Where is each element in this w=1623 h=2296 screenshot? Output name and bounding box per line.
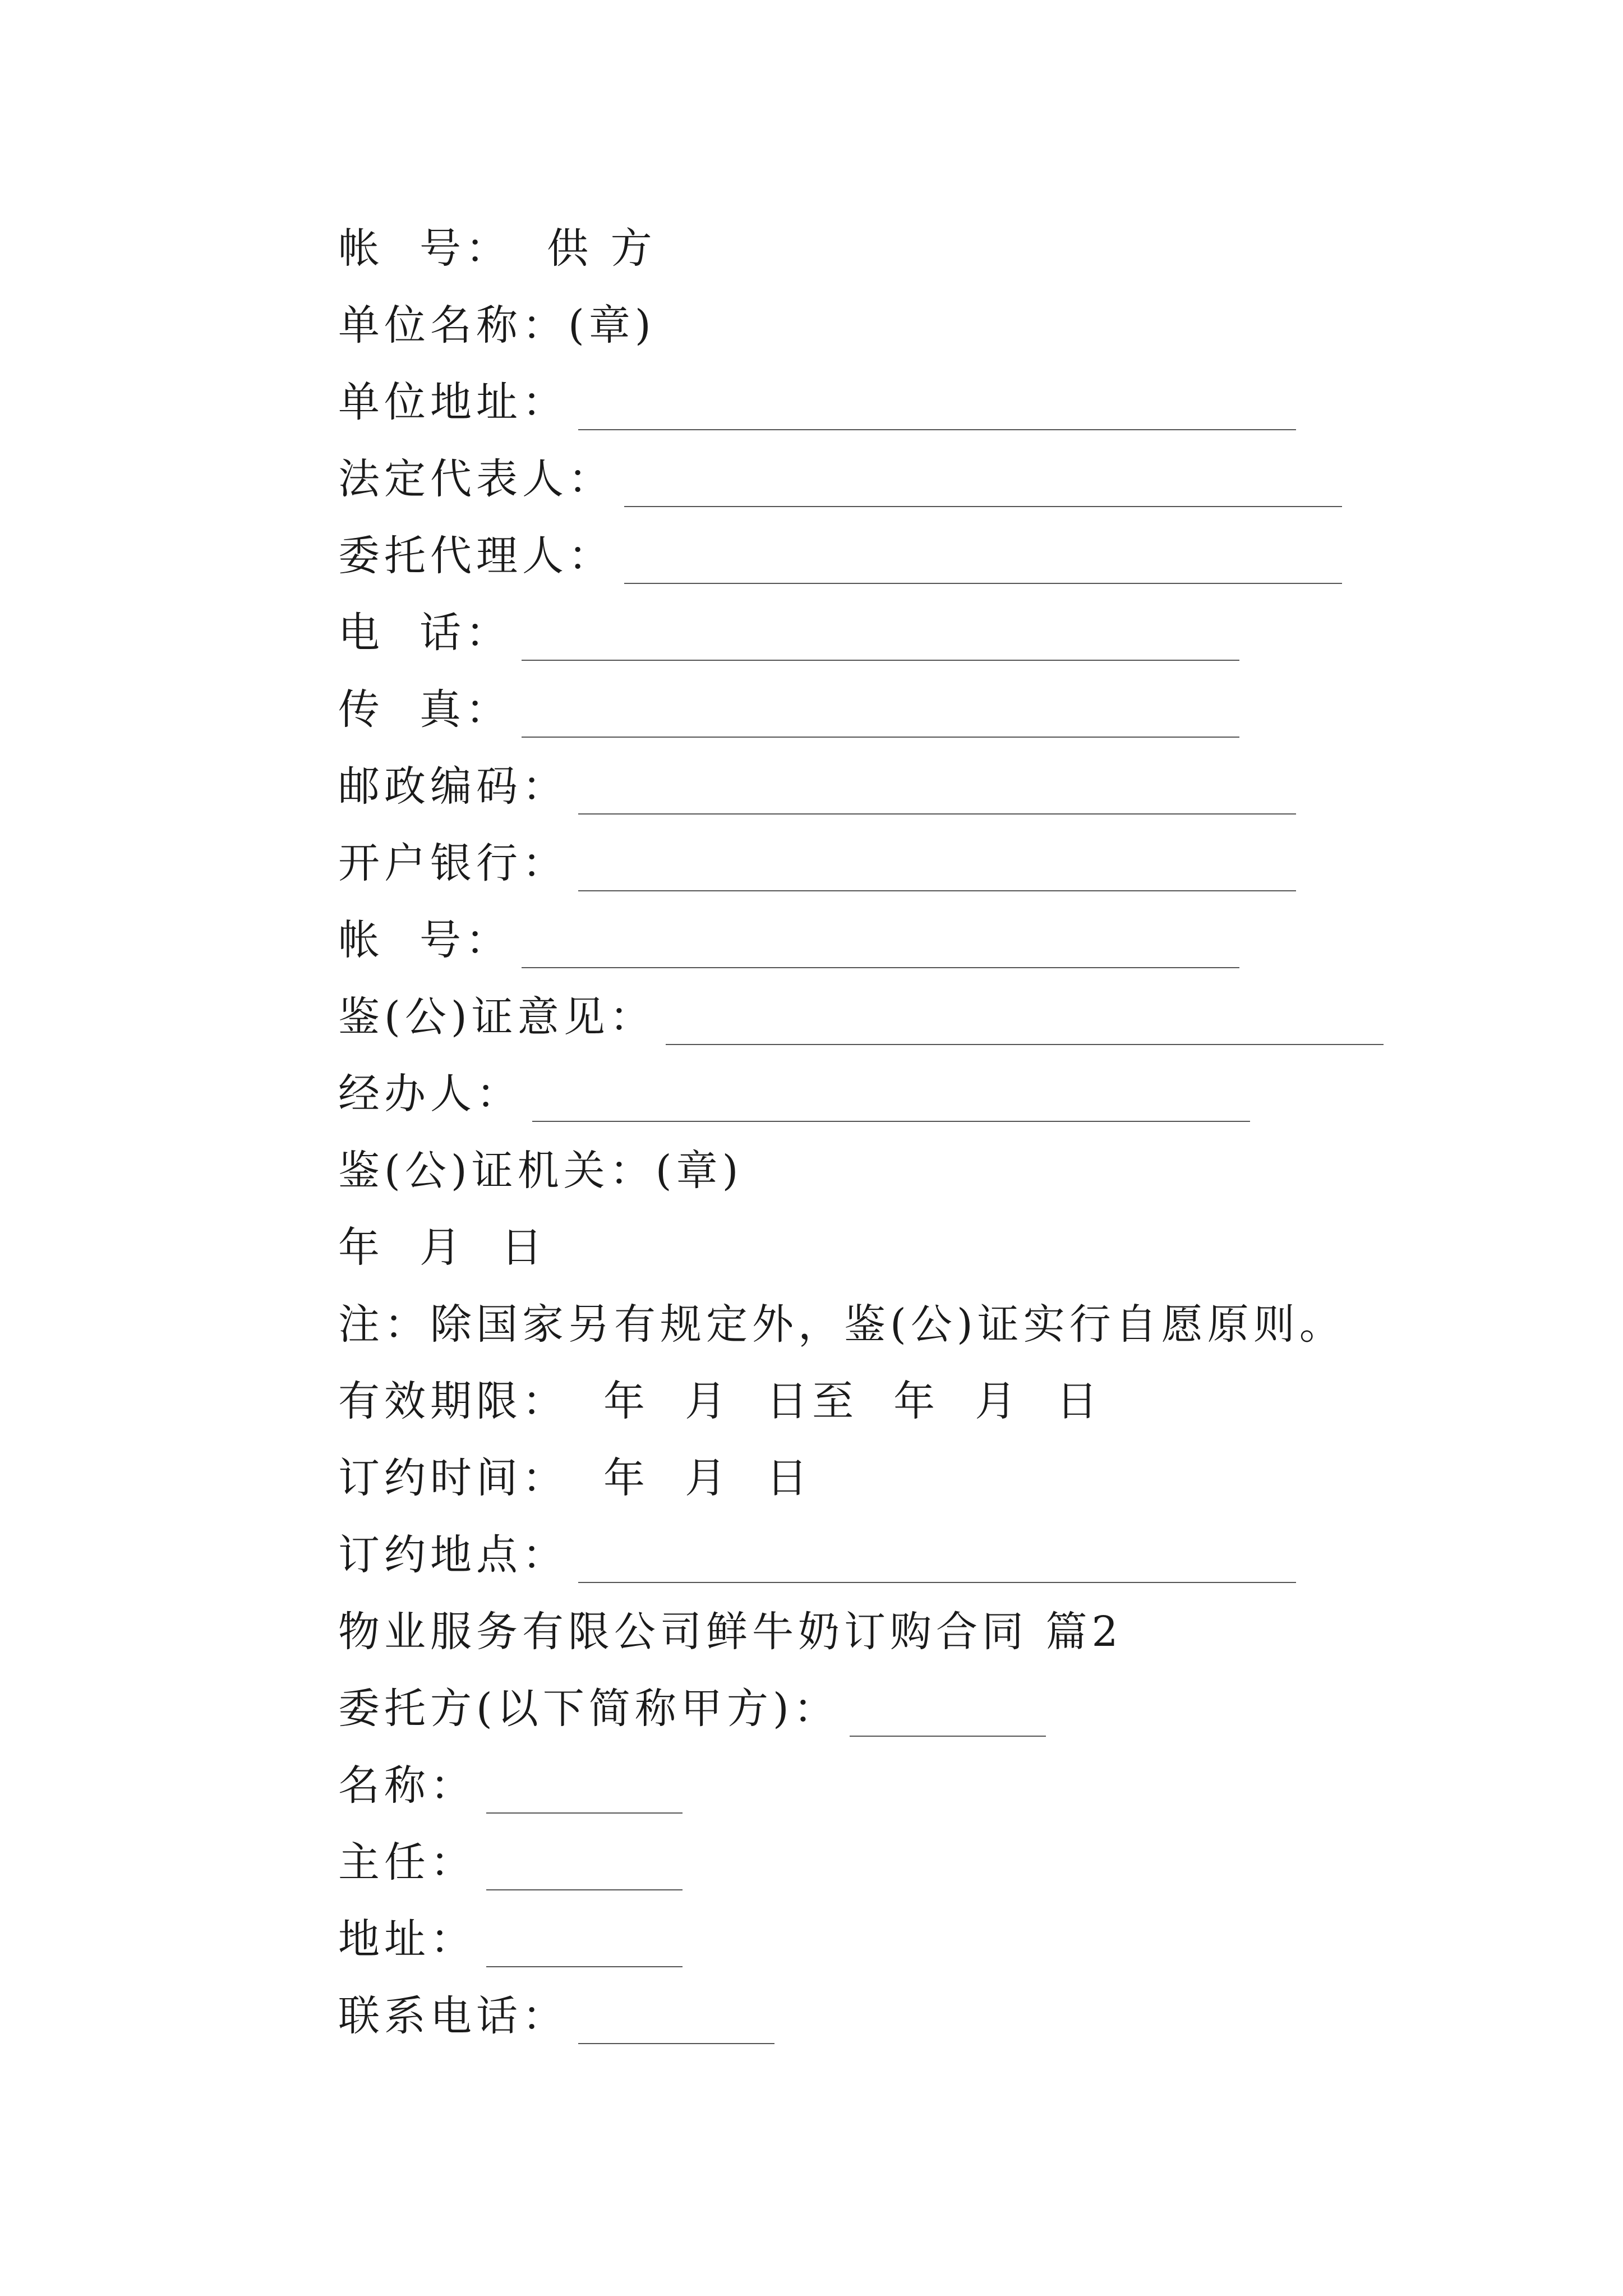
line-label: 单位地址：	[338, 378, 568, 426]
line-agent	[338, 514, 1488, 591]
line-label: 地址：	[338, 1915, 476, 1963]
line-label: 注：除国家另有规定外，鉴(公)证实行自愿原则。	[338, 1300, 1345, 1349]
line-client	[338, 1667, 1488, 1743]
fill-blank	[486, 1771, 683, 1814]
fill-blank	[666, 1002, 1384, 1045]
line-sign-place	[338, 1513, 1488, 1590]
line-phone	[338, 591, 1488, 668]
fill-blank	[624, 464, 1342, 507]
line-label: 有效期限： 年 月 日至 年 月 日	[338, 1377, 1103, 1425]
line-label: 委托方(以下简称甲方)：	[338, 1684, 840, 1733]
fill-blank	[486, 1848, 683, 1890]
line-label: 帐 号：	[338, 915, 512, 964]
line-label: 年 月 日	[338, 1223, 547, 1272]
line-label: 法定代表人：	[338, 454, 614, 503]
line-label: 经办人：	[338, 1069, 522, 1118]
section-heading: 物业服务有限公司鲜牛奶订购合同 篇2	[338, 1607, 1123, 1656]
line-section-title	[338, 1590, 1488, 1667]
contract-text	[338, 206, 1488, 2051]
line-account	[338, 898, 1488, 975]
fill-blank	[532, 1079, 1250, 1122]
line-label: 邮政编码：	[338, 762, 568, 811]
line-date	[338, 1205, 1488, 1282]
line-sign-time	[338, 1436, 1488, 1513]
line-legal-rep	[338, 437, 1488, 514]
fill-blank	[578, 772, 1296, 815]
fill-blank	[578, 849, 1296, 891]
line-label: 联系电话：	[338, 1991, 568, 2040]
line-label: 传 真：	[338, 685, 512, 734]
line-fax	[338, 668, 1488, 744]
line-notary-opinion	[338, 975, 1488, 1052]
line-label: 鉴(公)证机关：(章)	[338, 1146, 743, 1195]
fill-blank	[578, 1540, 1296, 1583]
line-label: 开户银行：	[338, 839, 568, 887]
fill-blank	[522, 618, 1239, 661]
line-label: 帐 号： 供 方	[338, 224, 657, 273]
fill-blank	[486, 1925, 683, 1967]
line-postcode	[338, 744, 1488, 821]
line-notary-office	[338, 1129, 1488, 1205]
line-account-supplier	[338, 206, 1488, 283]
line-validity	[338, 1359, 1488, 1436]
line-contact-phone	[338, 1974, 1488, 2051]
line-label: 电 话：	[338, 608, 512, 657]
line-label: 鉴(公)证意见：	[338, 992, 656, 1041]
line-bank	[338, 821, 1488, 898]
line-unit-name	[338, 283, 1488, 360]
line-label: 订约地点：	[338, 1530, 568, 1579]
line-handler	[338, 1052, 1488, 1129]
line-name	[338, 1743, 1488, 1820]
line-unit-address	[338, 360, 1488, 437]
line-address	[338, 1897, 1488, 1974]
fill-blank	[522, 695, 1239, 738]
fill-blank	[522, 926, 1239, 968]
line-label: 名称：	[338, 1761, 476, 1810]
fill-blank	[578, 2001, 774, 2044]
fill-blank	[850, 1694, 1046, 1737]
line-director	[338, 1820, 1488, 1897]
line-label: 单位名称：(章)	[338, 301, 656, 349]
line-note	[338, 1282, 1488, 1359]
fill-blank	[624, 541, 1342, 584]
fill-blank	[578, 388, 1296, 430]
line-label: 委托代理人：	[338, 531, 614, 580]
line-label: 订约时间： 年 月 日	[338, 1453, 813, 1502]
line-label: 主任：	[338, 1838, 476, 1887]
